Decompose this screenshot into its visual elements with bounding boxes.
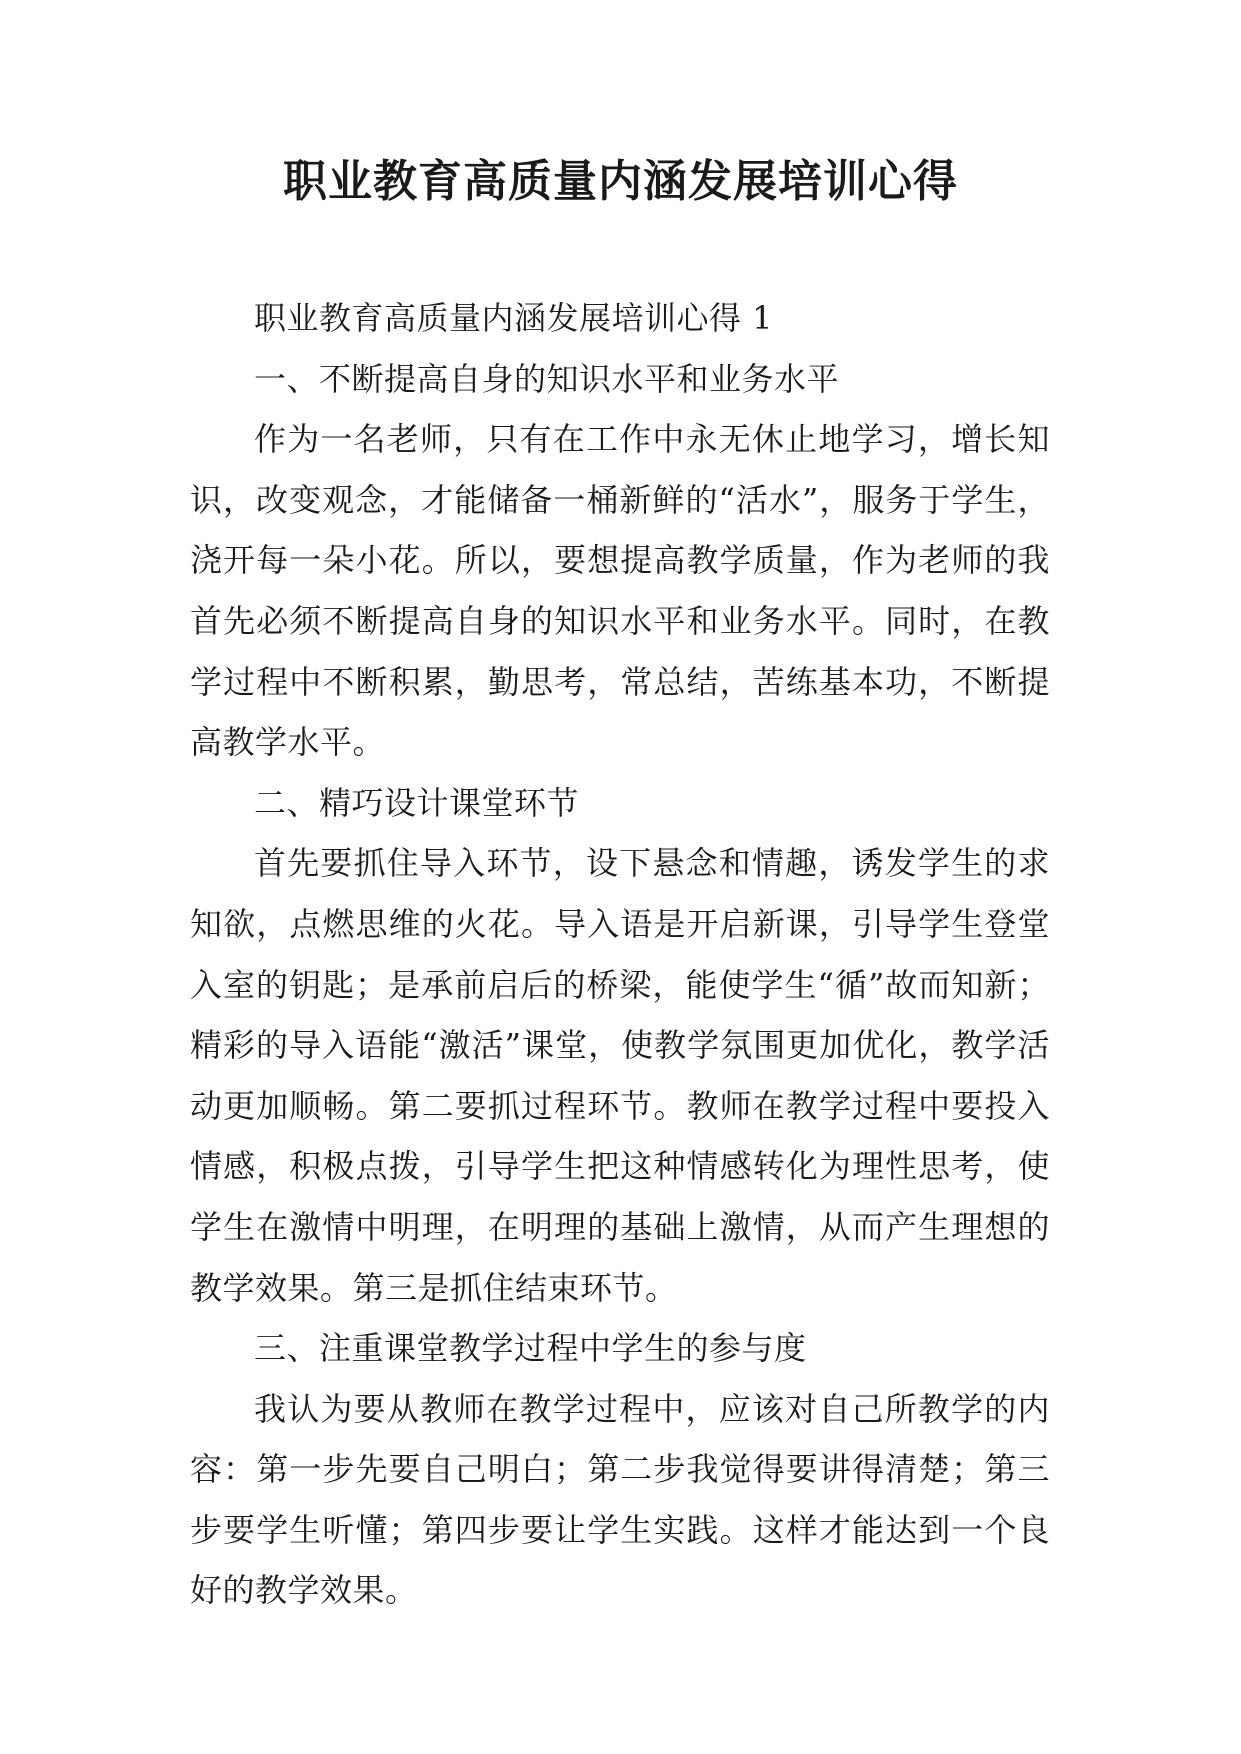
body-paragraph-1: 作为一名老师，只有在工作中永无休止地学习，增长知识，改变观念，才能储备一桶新鲜的“活水”，服务于学生，浇开每一朵小花。所以，要想提高教学质量，作为老师的我首先必须不断提高自身的知识水平和业务水平。同时，在教学过程中不断积累，勤思考，常总结，苦练基本功，不断提高教学水平。 <box>190 420 1050 762</box>
body-paragraph-2: 首先要抓住导入环节，设下悬念和情趣，诱发学生的求知欲，点燃思维的火花。导入语是开启新课，引导学生登堂入室的钥匙；是承前启后的桥梁，能使学生“循”故而知新；精彩的导入语能“激活”课堂，使教学氛围更加优化，教学活动更加顺畅。第二要抓过程环节。教师在教学过程中要投入情感，积极点拨，引导学生把这种情感转化为理性思考，使学生在激情中明理，在明理的基础上激情，从而产生理想的教学效果。第三是抓住结束环节。 <box>190 844 1050 1307</box>
section-heading-3: 三、注重课堂教学过程中学生的参与度 <box>254 1329 807 1368</box>
document-title: 职业教育高质量内涵发展培训心得 <box>283 156 958 207</box>
section-heading-2: 二、精巧设计课堂环节 <box>254 783 580 822</box>
subtitle-paragraph: 职业教育高质量内涵发展培训心得 1 <box>254 299 774 337</box>
body-paragraph-3: 我认为要从教师在教学过程中，应该对自己所教学的内容：第一步先要自己明白；第二步我觉得要讲得清楚；第三步要学生听懂；第四步要让学生实践。这样才能达到一个良好的教学效果。 <box>190 1389 1050 1610</box>
section-heading-1: 一、不断提高自身的知识水平和业务水平 <box>254 359 840 398</box>
document-body <box>190 288 1050 1621</box>
